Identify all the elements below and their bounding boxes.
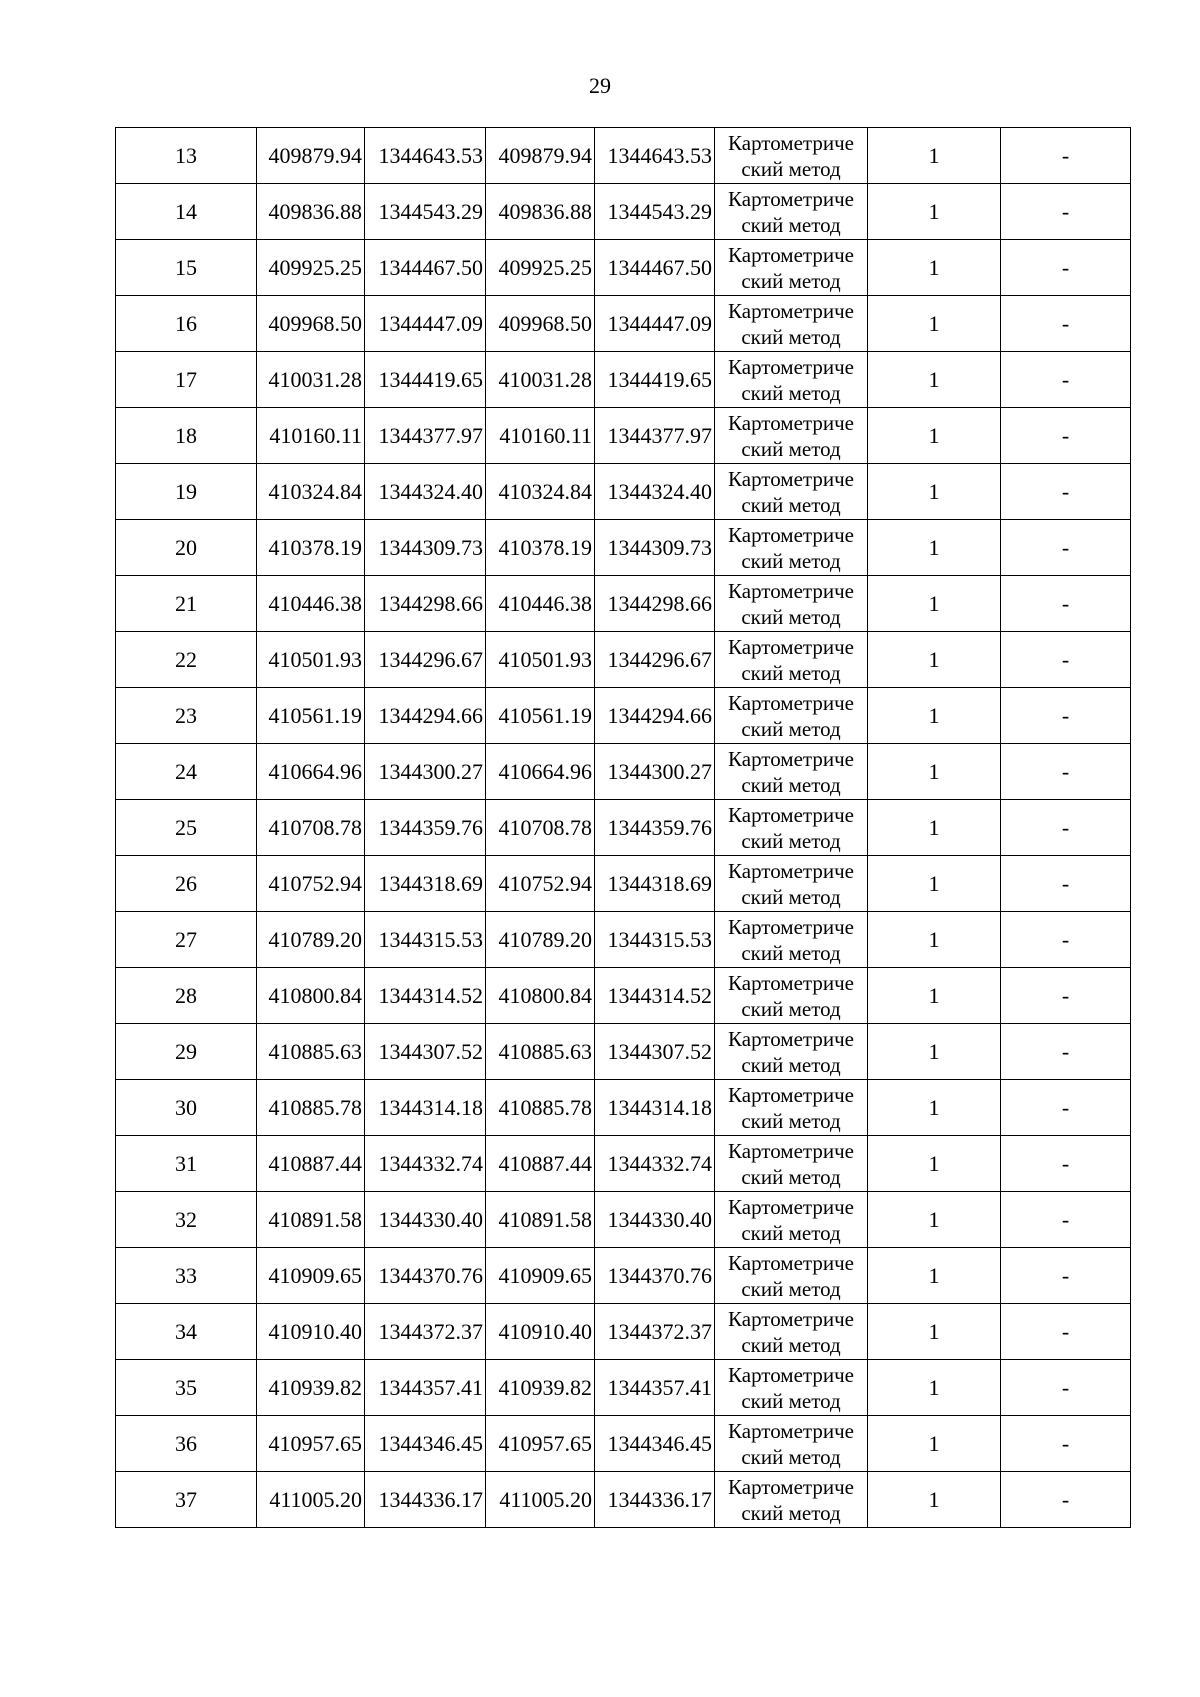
- method-text-line: ский метод: [741, 548, 841, 573]
- accuracy-cell: 1: [868, 184, 1001, 240]
- method-text-line: ский метод: [741, 996, 841, 1021]
- method-text-line: Картометриче: [728, 1138, 854, 1163]
- accuracy-cell: 1: [868, 968, 1001, 1024]
- note-cell: -: [1001, 632, 1131, 688]
- note-cell: -: [1001, 912, 1131, 968]
- table-row: [116, 1360, 1131, 1416]
- accuracy-cell: 1: [868, 1304, 1001, 1360]
- table-row: [116, 520, 1131, 576]
- note-cell: -: [1001, 1192, 1131, 1248]
- table-row: [116, 968, 1131, 1024]
- point-number-cell: 35: [116, 1360, 257, 1416]
- specified-x-cell: 410752.94: [486, 856, 595, 912]
- method-text-line: ский метод: [741, 324, 841, 349]
- specified-y-cell: 1344359.76: [595, 800, 715, 856]
- note-cell: -: [1001, 240, 1131, 296]
- method-text-line: Картометриче: [728, 1362, 854, 1387]
- table-row: [116, 128, 1131, 184]
- method-cell: [715, 1360, 868, 1416]
- existing-y-cell: 1344314.18: [365, 1080, 486, 1136]
- point-number-cell: 23: [116, 688, 257, 744]
- table-row: [116, 576, 1131, 632]
- method-text-line: Картометриче: [728, 186, 854, 211]
- table-row: [116, 912, 1131, 968]
- specified-y-cell: 1344294.66: [595, 688, 715, 744]
- table-row: [116, 1304, 1131, 1360]
- existing-y-cell: 1344315.53: [365, 912, 486, 968]
- specified-y-cell: 1344372.37: [595, 1304, 715, 1360]
- method-text-line: ский метод: [741, 940, 841, 965]
- specified-y-cell: 1344332.74: [595, 1136, 715, 1192]
- specified-x-cell: 410501.93: [486, 632, 595, 688]
- specified-x-cell: 410800.84: [486, 968, 595, 1024]
- method-text-line: ский метод: [741, 1444, 841, 1469]
- note-cell: -: [1001, 128, 1131, 184]
- method-text-line: Картометриче: [728, 746, 854, 771]
- note-cell: -: [1001, 520, 1131, 576]
- accuracy-cell: 1: [868, 408, 1001, 464]
- specified-x-cell: 410031.28: [486, 352, 595, 408]
- existing-x-cell: 410664.96: [257, 744, 365, 800]
- existing-x-cell: 410446.38: [257, 576, 365, 632]
- specified-x-cell: 410909.65: [486, 1248, 595, 1304]
- existing-y-cell: 1344307.52: [365, 1024, 486, 1080]
- specified-y-cell: 1344309.73: [595, 520, 715, 576]
- accuracy-cell: 1: [868, 632, 1001, 688]
- note-cell: -: [1001, 1136, 1131, 1192]
- existing-y-cell: 1344332.74: [365, 1136, 486, 1192]
- note-cell: -: [1001, 184, 1131, 240]
- accuracy-cell: 1: [868, 240, 1001, 296]
- specified-x-cell: 410561.19: [486, 688, 595, 744]
- note-cell: -: [1001, 1304, 1131, 1360]
- specified-x-cell: 410446.38: [486, 576, 595, 632]
- existing-x-cell: 411005.20: [257, 1472, 365, 1528]
- point-number-cell: 36: [116, 1416, 257, 1472]
- table-row: [116, 1024, 1131, 1080]
- existing-y-cell: 1344377.97: [365, 408, 486, 464]
- method-text-line: ский метод: [741, 212, 841, 237]
- specified-x-cell: 409925.25: [486, 240, 595, 296]
- method-text-line: Картометриче: [728, 130, 854, 155]
- existing-x-cell: 409968.50: [257, 296, 365, 352]
- method-text-line: ский метод: [741, 1388, 841, 1413]
- specified-x-cell: 409836.88: [486, 184, 595, 240]
- method-cell: [715, 520, 868, 576]
- existing-y-cell: 1344309.73: [365, 520, 486, 576]
- method-text-line: Картометриче: [728, 242, 854, 267]
- method-text-line: ский метод: [741, 436, 841, 461]
- method-cell: [715, 1080, 868, 1136]
- point-number-cell: 21: [116, 576, 257, 632]
- note-cell: -: [1001, 352, 1131, 408]
- method-cell: [715, 352, 868, 408]
- existing-y-cell: 1344298.66: [365, 576, 486, 632]
- existing-x-cell: 409925.25: [257, 240, 365, 296]
- accuracy-cell: 1: [868, 1024, 1001, 1080]
- method-cell: [715, 800, 868, 856]
- table-row: [116, 632, 1131, 688]
- coordinates-table: [115, 127, 1131, 1528]
- specified-x-cell: 409879.94: [486, 128, 595, 184]
- table-row: [116, 800, 1131, 856]
- existing-x-cell: 410891.58: [257, 1192, 365, 1248]
- method-cell: [715, 744, 868, 800]
- note-cell: -: [1001, 1080, 1131, 1136]
- existing-y-cell: 1344294.66: [365, 688, 486, 744]
- method-text-line: ский метод: [741, 1332, 841, 1357]
- existing-y-cell: 1344324.40: [365, 464, 486, 520]
- accuracy-cell: 1: [868, 1080, 1001, 1136]
- table-row: [116, 744, 1131, 800]
- existing-x-cell: 410160.11: [257, 408, 365, 464]
- method-text-line: ский метод: [741, 604, 841, 629]
- accuracy-cell: 1: [868, 1192, 1001, 1248]
- table-row: [116, 1136, 1131, 1192]
- existing-x-cell: 410708.78: [257, 800, 365, 856]
- specified-x-cell: 410957.65: [486, 1416, 595, 1472]
- point-number-cell: 25: [116, 800, 257, 856]
- table-row: [116, 464, 1131, 520]
- method-cell: [715, 968, 868, 1024]
- existing-y-cell: 1344296.67: [365, 632, 486, 688]
- method-text-line: Картометриче: [728, 578, 854, 603]
- specified-x-cell: 410887.44: [486, 1136, 595, 1192]
- note-cell: -: [1001, 1024, 1131, 1080]
- specified-x-cell: 410939.82: [486, 1360, 595, 1416]
- method-text-line: Картометриче: [728, 298, 854, 323]
- method-cell: [715, 1248, 868, 1304]
- point-number-cell: 15: [116, 240, 257, 296]
- existing-y-cell: 1344318.69: [365, 856, 486, 912]
- method-cell: [715, 408, 868, 464]
- existing-x-cell: 410561.19: [257, 688, 365, 744]
- method-text-line: Картометриче: [728, 1026, 854, 1051]
- accuracy-cell: 1: [868, 464, 1001, 520]
- accuracy-cell: 1: [868, 744, 1001, 800]
- method-cell: [715, 1136, 868, 1192]
- existing-y-cell: 1344330.40: [365, 1192, 486, 1248]
- method-text-line: Картометриче: [728, 914, 854, 939]
- existing-y-cell: 1344346.45: [365, 1416, 486, 1472]
- method-cell: [715, 912, 868, 968]
- accuracy-cell: 1: [868, 1360, 1001, 1416]
- table-row: [116, 1416, 1131, 1472]
- method-text-line: Картометриче: [728, 1306, 854, 1331]
- note-cell: -: [1001, 408, 1131, 464]
- table-row: [116, 1248, 1131, 1304]
- specified-x-cell: 410708.78: [486, 800, 595, 856]
- existing-x-cell: 409879.94: [257, 128, 365, 184]
- table-row: [116, 296, 1131, 352]
- accuracy-cell: 1: [868, 800, 1001, 856]
- specified-x-cell: 410910.40: [486, 1304, 595, 1360]
- point-number-cell: 33: [116, 1248, 257, 1304]
- existing-x-cell: 410910.40: [257, 1304, 365, 1360]
- specified-y-cell: 1344419.65: [595, 352, 715, 408]
- existing-x-cell: 410031.28: [257, 352, 365, 408]
- method-cell: [715, 184, 868, 240]
- specified-y-cell: 1344543.29: [595, 184, 715, 240]
- point-number-cell: 29: [116, 1024, 257, 1080]
- existing-x-cell: 410957.65: [257, 1416, 365, 1472]
- point-number-cell: 18: [116, 408, 257, 464]
- accuracy-cell: 1: [868, 352, 1001, 408]
- point-number-cell: 34: [116, 1304, 257, 1360]
- existing-x-cell: 410789.20: [257, 912, 365, 968]
- method-text-line: ский метод: [741, 492, 841, 517]
- point-number-cell: 24: [116, 744, 257, 800]
- specified-x-cell: 410160.11: [486, 408, 595, 464]
- existing-x-cell: 410501.93: [257, 632, 365, 688]
- existing-y-cell: 1344314.52: [365, 968, 486, 1024]
- specified-x-cell: 410885.78: [486, 1080, 595, 1136]
- method-text-line: Картометриче: [728, 1194, 854, 1219]
- table-row: [116, 1472, 1131, 1528]
- method-text-line: ский метод: [741, 156, 841, 181]
- specified-y-cell: 1344314.18: [595, 1080, 715, 1136]
- method-cell: [715, 856, 868, 912]
- method-cell: [715, 688, 868, 744]
- specified-y-cell: 1344357.41: [595, 1360, 715, 1416]
- method-text-line: Картометриче: [728, 1418, 854, 1443]
- accuracy-cell: 1: [868, 1416, 1001, 1472]
- method-text-line: Картометриче: [728, 466, 854, 491]
- specified-y-cell: 1344370.76: [595, 1248, 715, 1304]
- method-cell: [715, 296, 868, 352]
- method-cell: [715, 576, 868, 632]
- point-number-cell: 31: [116, 1136, 257, 1192]
- method-text-line: Картометриче: [728, 1082, 854, 1107]
- note-cell: -: [1001, 688, 1131, 744]
- point-number-cell: 37: [116, 1472, 257, 1528]
- specified-x-cell: 410891.58: [486, 1192, 595, 1248]
- note-cell: -: [1001, 1248, 1131, 1304]
- specified-x-cell: 410664.96: [486, 744, 595, 800]
- table-row: [116, 1080, 1131, 1136]
- existing-x-cell: 410378.19: [257, 520, 365, 576]
- existing-x-cell: 410885.78: [257, 1080, 365, 1136]
- specified-y-cell: 1344346.45: [595, 1416, 715, 1472]
- method-text-line: ский метод: [741, 380, 841, 405]
- note-cell: -: [1001, 800, 1131, 856]
- method-text-line: ский метод: [741, 1500, 841, 1525]
- specified-y-cell: 1344324.40: [595, 464, 715, 520]
- accuracy-cell: 1: [868, 128, 1001, 184]
- existing-y-cell: 1344357.41: [365, 1360, 486, 1416]
- point-number-cell: 26: [116, 856, 257, 912]
- note-cell: -: [1001, 1360, 1131, 1416]
- specified-y-cell: 1344447.09: [595, 296, 715, 352]
- table-row: [116, 352, 1131, 408]
- note-cell: -: [1001, 856, 1131, 912]
- note-cell: -: [1001, 1416, 1131, 1472]
- method-cell: [715, 240, 868, 296]
- note-cell: -: [1001, 1472, 1131, 1528]
- method-cell: [715, 1304, 868, 1360]
- method-text-line: ский метод: [741, 772, 841, 797]
- table-row: [116, 240, 1131, 296]
- existing-y-cell: 1344447.09: [365, 296, 486, 352]
- existing-x-cell: 410887.44: [257, 1136, 365, 1192]
- note-cell: -: [1001, 296, 1131, 352]
- point-number-cell: 22: [116, 632, 257, 688]
- method-text-line: Картометриче: [728, 690, 854, 715]
- existing-x-cell: 410324.84: [257, 464, 365, 520]
- method-text-line: ский метод: [741, 268, 841, 293]
- point-number-cell: 28: [116, 968, 257, 1024]
- specified-y-cell: 1344296.67: [595, 632, 715, 688]
- method-text-line: Картометриче: [728, 354, 854, 379]
- method-text-line: ский метод: [741, 660, 841, 685]
- method-cell: [715, 464, 868, 520]
- existing-y-cell: 1344336.17: [365, 1472, 486, 1528]
- existing-x-cell: 410939.82: [257, 1360, 365, 1416]
- specified-x-cell: 410885.63: [486, 1024, 595, 1080]
- specified-y-cell: 1344643.53: [595, 128, 715, 184]
- method-text-line: ский метод: [741, 1164, 841, 1189]
- method-cell: [715, 632, 868, 688]
- specified-y-cell: 1344314.52: [595, 968, 715, 1024]
- specified-x-cell: 409968.50: [486, 296, 595, 352]
- method-text-line: Картометриче: [728, 970, 854, 995]
- method-text-line: Картометриче: [728, 858, 854, 883]
- existing-y-cell: 1344370.76: [365, 1248, 486, 1304]
- existing-y-cell: 1344372.37: [365, 1304, 486, 1360]
- existing-x-cell: 410752.94: [257, 856, 365, 912]
- existing-y-cell: 1344543.29: [365, 184, 486, 240]
- method-text-line: Картометриче: [728, 802, 854, 827]
- note-cell: -: [1001, 744, 1131, 800]
- table-row: [116, 856, 1131, 912]
- specified-y-cell: 1344467.50: [595, 240, 715, 296]
- existing-y-cell: 1344467.50: [365, 240, 486, 296]
- accuracy-cell: 1: [868, 1136, 1001, 1192]
- method-text-line: ский метод: [741, 1108, 841, 1133]
- note-cell: -: [1001, 576, 1131, 632]
- accuracy-cell: 1: [868, 688, 1001, 744]
- specified-y-cell: 1344336.17: [595, 1472, 715, 1528]
- method-text-line: Картометриче: [728, 410, 854, 435]
- point-number-cell: 13: [116, 128, 257, 184]
- specified-y-cell: 1344300.27: [595, 744, 715, 800]
- table-row: [116, 408, 1131, 464]
- specified-x-cell: 410789.20: [486, 912, 595, 968]
- existing-x-cell: 410800.84: [257, 968, 365, 1024]
- method-text-line: Картометриче: [728, 522, 854, 547]
- accuracy-cell: 1: [868, 1248, 1001, 1304]
- accuracy-cell: 1: [868, 856, 1001, 912]
- table-row: [116, 1192, 1131, 1248]
- method-cell: [715, 1192, 868, 1248]
- method-text-line: Картометриче: [728, 634, 854, 659]
- specified-y-cell: 1344298.66: [595, 576, 715, 632]
- specified-y-cell: 1344315.53: [595, 912, 715, 968]
- point-number-cell: 16: [116, 296, 257, 352]
- accuracy-cell: 1: [868, 520, 1001, 576]
- point-number-cell: 30: [116, 1080, 257, 1136]
- point-number-cell: 20: [116, 520, 257, 576]
- table-row: [116, 184, 1131, 240]
- specified-y-cell: 1344318.69: [595, 856, 715, 912]
- method-text-line: ский метод: [741, 828, 841, 853]
- existing-x-cell: 409836.88: [257, 184, 365, 240]
- point-number-cell: 32: [116, 1192, 257, 1248]
- specified-y-cell: 1344377.97: [595, 408, 715, 464]
- existing-y-cell: 1344359.76: [365, 800, 486, 856]
- specified-x-cell: 410324.84: [486, 464, 595, 520]
- table-row: [116, 688, 1131, 744]
- point-number-cell: 27: [116, 912, 257, 968]
- specified-y-cell: 1344307.52: [595, 1024, 715, 1080]
- method-text-line: ский метод: [741, 1276, 841, 1301]
- method-cell: [715, 128, 868, 184]
- existing-x-cell: 410885.63: [257, 1024, 365, 1080]
- existing-y-cell: 1344419.65: [365, 352, 486, 408]
- table-body: [116, 128, 1131, 1528]
- method-cell: [715, 1024, 868, 1080]
- specified-x-cell: 411005.20: [486, 1472, 595, 1528]
- accuracy-cell: 1: [868, 1472, 1001, 1528]
- point-number-cell: 14: [116, 184, 257, 240]
- method-text-line: ский метод: [741, 1052, 841, 1077]
- method-cell: [715, 1472, 868, 1528]
- specified-x-cell: 410378.19: [486, 520, 595, 576]
- existing-y-cell: 1344643.53: [365, 128, 486, 184]
- method-text-line: ский метод: [741, 716, 841, 741]
- accuracy-cell: 1: [868, 912, 1001, 968]
- method-text-line: Картометриче: [728, 1474, 854, 1499]
- method-cell: [715, 1416, 868, 1472]
- accuracy-cell: 1: [868, 576, 1001, 632]
- accuracy-cell: 1: [868, 296, 1001, 352]
- page-number: 29: [589, 73, 611, 98]
- existing-y-cell: 1344300.27: [365, 744, 486, 800]
- method-text-line: ский метод: [741, 884, 841, 909]
- specified-y-cell: 1344330.40: [595, 1192, 715, 1248]
- note-cell: -: [1001, 968, 1131, 1024]
- method-text-line: ский метод: [741, 1220, 841, 1245]
- existing-x-cell: 410909.65: [257, 1248, 365, 1304]
- note-cell: -: [1001, 464, 1131, 520]
- method-text-line: Картометриче: [728, 1250, 854, 1275]
- point-number-cell: 17: [116, 352, 257, 408]
- point-number-cell: 19: [116, 464, 257, 520]
